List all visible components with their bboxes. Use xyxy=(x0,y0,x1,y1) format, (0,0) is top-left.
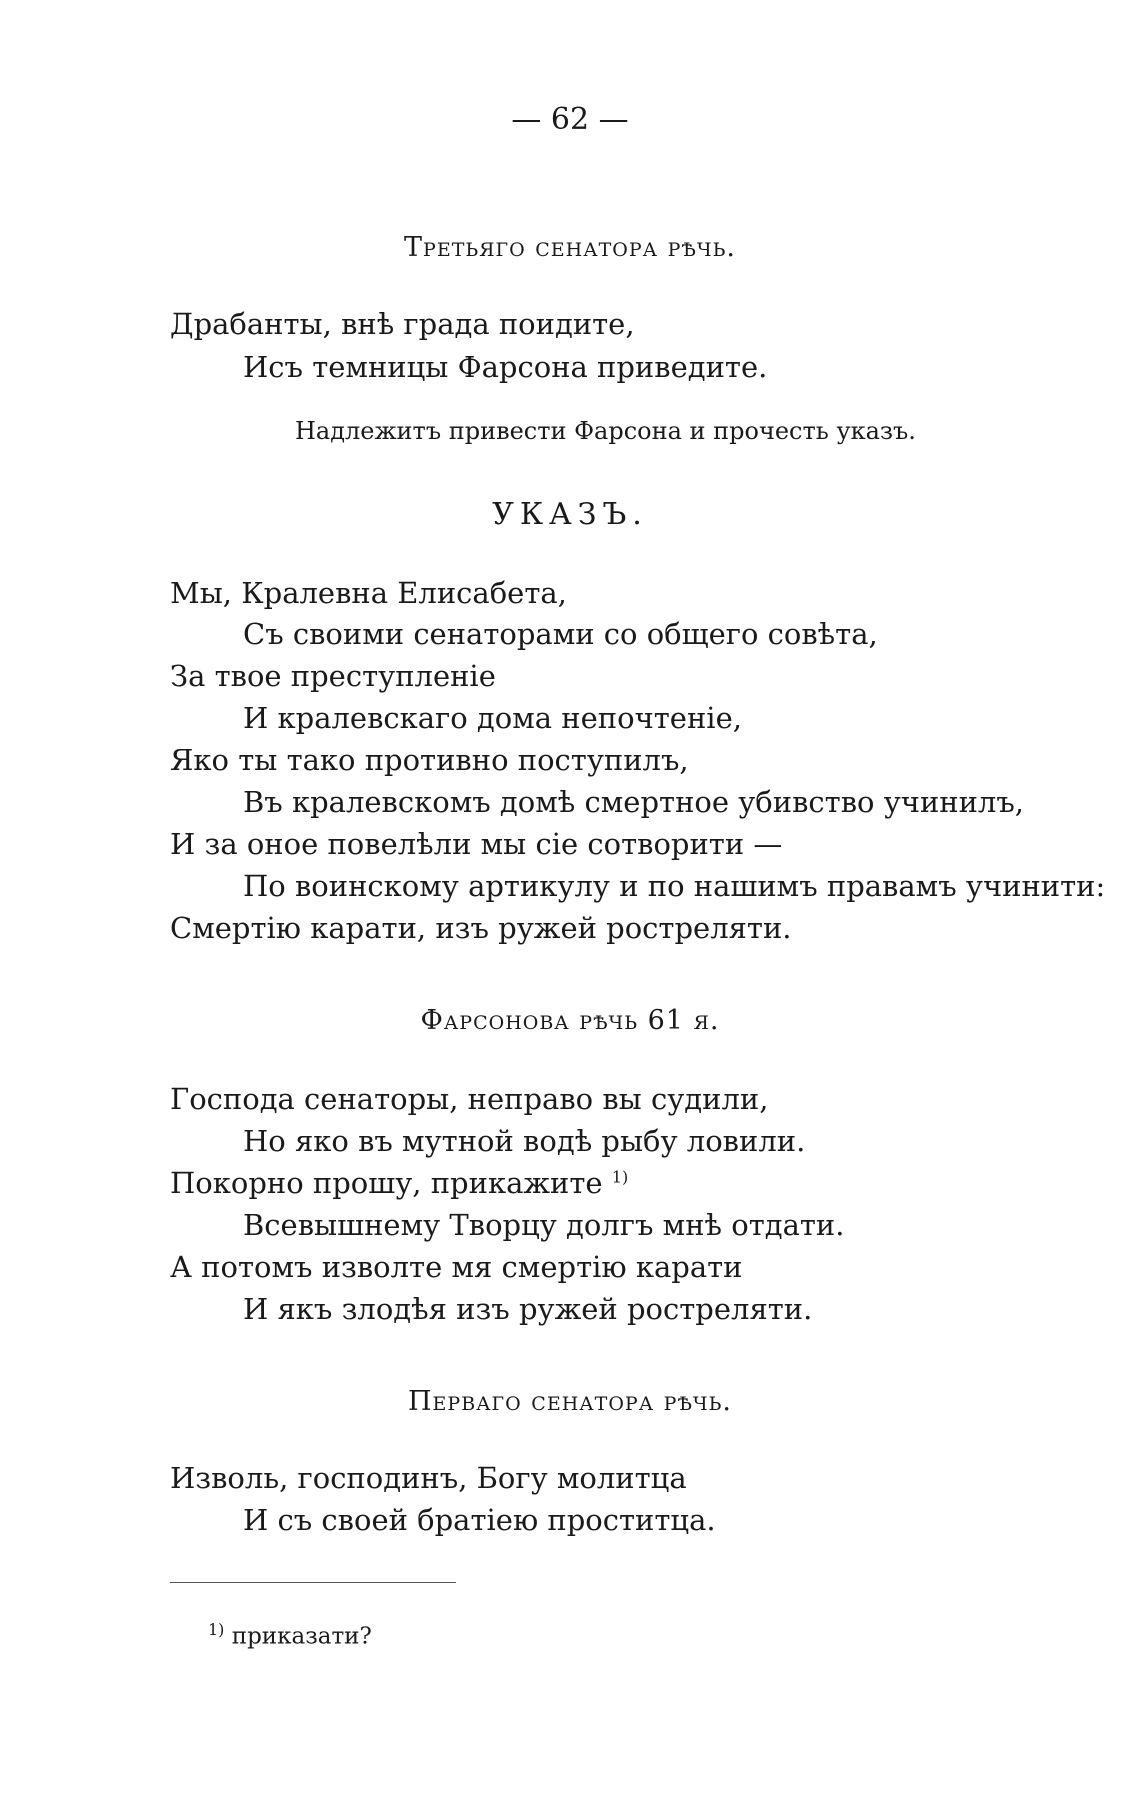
page-number: — 62 — xyxy=(511,102,629,137)
verse-line: Господа сенаторы, неправо вы судили, xyxy=(170,1082,769,1116)
verse-line: Драбанты, внѣ града поидите, xyxy=(170,307,635,341)
heading-decree: УКАЗЪ. xyxy=(492,497,648,532)
verse-line: И кралевскаго дома непочтеніе, xyxy=(243,701,742,735)
footnote-rule xyxy=(170,1582,456,1583)
footnote-ref: 1) xyxy=(611,1167,629,1187)
footnote: $^{1)}$ приказати? xyxy=(208,1620,372,1650)
verse-line: Изволь, господинъ, Богу молитца xyxy=(170,1461,687,1495)
verse-line: Но яко въ мутной водѣ рыбу ловили. xyxy=(243,1124,806,1158)
verse-line: По воинскому артикулу и по нашимъ правамъ учинити: xyxy=(243,869,1106,903)
verse-line: Яко ты тако противно поступилъ, xyxy=(170,743,689,777)
heading-farson: Фарсонова рѣчь 61 я. xyxy=(420,1005,720,1036)
verse-line: А потомъ изволте мя смертію карати xyxy=(170,1250,743,1284)
verse-line: Покорно прошу, прикажите $^{1)}$ xyxy=(170,1166,629,1200)
verse-line: И съ своей братіею проститца. xyxy=(243,1503,716,1537)
verse-line: За твое преступленіе xyxy=(170,659,496,693)
verse-line: Съ своими сенаторами со общего совѣта, xyxy=(243,617,878,651)
verse-line: И якъ злодѣя изъ ружей ростреляти. xyxy=(243,1292,813,1326)
verse-line: Всевышнему Творцу долгъ мнѣ отдати. xyxy=(243,1208,845,1242)
heading-first-senator: Перваго сенатора рѣчь. xyxy=(408,1386,732,1417)
stage-direction: Надлежитъ привести Фарсона и прочесть указъ. xyxy=(295,417,916,445)
verse-line: И за оное повелѣли мы сіе сотворити — xyxy=(170,827,783,861)
verse-line: Смертію карати, изъ ружей ростреляти. xyxy=(170,911,792,945)
verse-line: Мы, Кралевна Елисабета, xyxy=(170,576,567,610)
heading-third-senator: Третьяго сенатора рѣчь. xyxy=(404,232,736,263)
verse-line: Исъ темницы Фарсона приведите. xyxy=(243,350,768,384)
verse-line: Въ кралевскомъ домѣ смертное убивство учинилъ, xyxy=(243,785,1025,819)
footnote-mark: 1) xyxy=(208,1620,225,1639)
